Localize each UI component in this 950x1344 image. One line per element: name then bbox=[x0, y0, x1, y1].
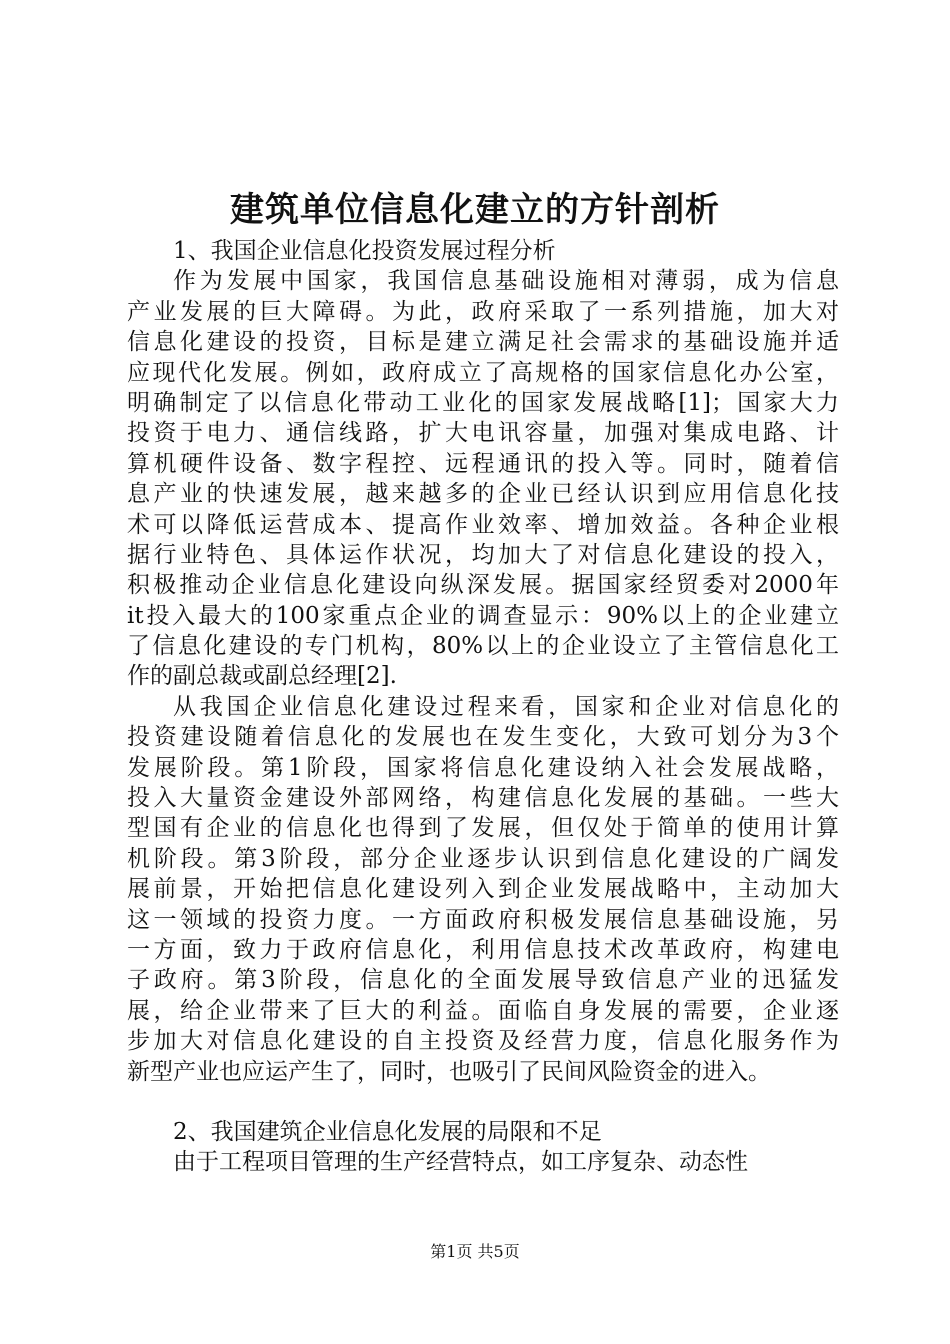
paragraph-line: 产业发展的巨大障碍。为此，政府采取了一系列措施，加大对 bbox=[127, 298, 839, 325]
document-title: 建筑单位信息化建立的方针剖析 bbox=[230, 190, 720, 230]
paragraph-line: 了信息化建设的专门机构，80%以上的企业设立了主管信息化工 bbox=[127, 633, 839, 660]
paragraph-line: 这一领域的投资力度。一方面政府积极发展信息基础设施，另 bbox=[127, 906, 839, 933]
paragraph-3 bbox=[127, 1147, 839, 1177]
section-heading-1: 1、我国企业信息化投资发展过程分析 bbox=[173, 238, 556, 264]
paragraph-line: 机阶段。第3阶段，部分企业逐步认识到信息化建设的广阔发 bbox=[127, 845, 839, 872]
paragraph-line: 作为发展中国家，我国信息基础设施相对薄弱，成为信息 bbox=[173, 268, 839, 295]
paragraph-line: 应现代化发展。例如，政府成立了高规格的国家信息化办公室， bbox=[127, 359, 839, 386]
paragraph-line: 明确制定了以信息化带动工业化的国家发展战略[1]；国家大力 bbox=[127, 389, 839, 416]
paragraph-line: 投资建设随着信息化的发展也在发生变化，大致可划分为3个 bbox=[127, 724, 839, 751]
paragraph-line: 积极推动企业信息化建设向纵深发展。据国家经贸委对2000年 bbox=[127, 572, 839, 599]
paragraph-line: 展，给企业带来了巨大的利益。面临自身发展的需要，企业逐 bbox=[127, 997, 839, 1024]
paragraph-line: 新型产业也应运产生了，同时，也吸引了民间风险资金的进入。 bbox=[127, 1058, 771, 1085]
paragraph-line: 由于工程项目管理的生产经营特点，如工序复杂、动态性 bbox=[173, 1149, 748, 1176]
paragraph-1 bbox=[127, 266, 839, 691]
paragraph-line: 术可以降低运营成本、提高作业效率、增加效益。各种企业根 bbox=[127, 511, 839, 538]
paragraph-line: 投资于电力、通信线路，扩大电讯容量，加强对集成电路、计 bbox=[127, 420, 839, 447]
paragraph-line: 作的副总裁或副总经理[2]. bbox=[127, 663, 397, 690]
paragraph-line: 据行业特色、具体运作状况，均加大了对信息化建设的投入， bbox=[127, 541, 839, 568]
paragraph-line: it投入最大的100家重点企业的调查显示：90%以上的企业建立 bbox=[127, 602, 839, 629]
paragraph-line: 展前景，开始把信息化建设列入到企业发展战略中，主动加大 bbox=[127, 876, 839, 903]
paragraph-2 bbox=[127, 692, 839, 1087]
paragraph-line: 算机硬件设备、数字程控、远程通讯的投入等。同时，随着信 bbox=[127, 450, 839, 477]
paragraph-line: 发展阶段。第1阶段，国家将信息化建设纳入社会发展战略， bbox=[127, 754, 839, 781]
section-heading-2: 2、我国建筑企业信息化发展的局限和不足 bbox=[173, 1118, 602, 1145]
paragraph-line: 一方面，致力于政府信息化，利用信息技术改革政府，构建电 bbox=[127, 936, 839, 963]
page-indicator: 第1页 共5页 bbox=[430, 1242, 520, 1261]
paragraph-line: 息产业的快速发展，越来越多的企业已经认识到应用信息化技 bbox=[127, 481, 839, 508]
paragraph-line: 子政府。第3阶段，信息化的全面发展导致信息产业的迅猛发 bbox=[127, 967, 839, 994]
paragraph-line: 信息化建设的投资，目标是建立满足社会需求的基础设施并适 bbox=[127, 329, 839, 356]
paragraph-line: 步加大对信息化建设的自主投资及经营力度，信息化服务作为 bbox=[127, 1028, 839, 1055]
section-spacer bbox=[127, 1087, 839, 1117]
paragraph-line: 型国有企业的信息化也得到了发展，但仅处于简单的使用计算 bbox=[127, 815, 839, 842]
document-body bbox=[127, 236, 839, 1178]
paragraph-line: 从我国企业信息化建设过程来看，国家和企业对信息化的 bbox=[173, 693, 839, 720]
paragraph-line: 投入大量资金建设外部网络，构建信息化发展的基础。一些大 bbox=[127, 785, 839, 812]
